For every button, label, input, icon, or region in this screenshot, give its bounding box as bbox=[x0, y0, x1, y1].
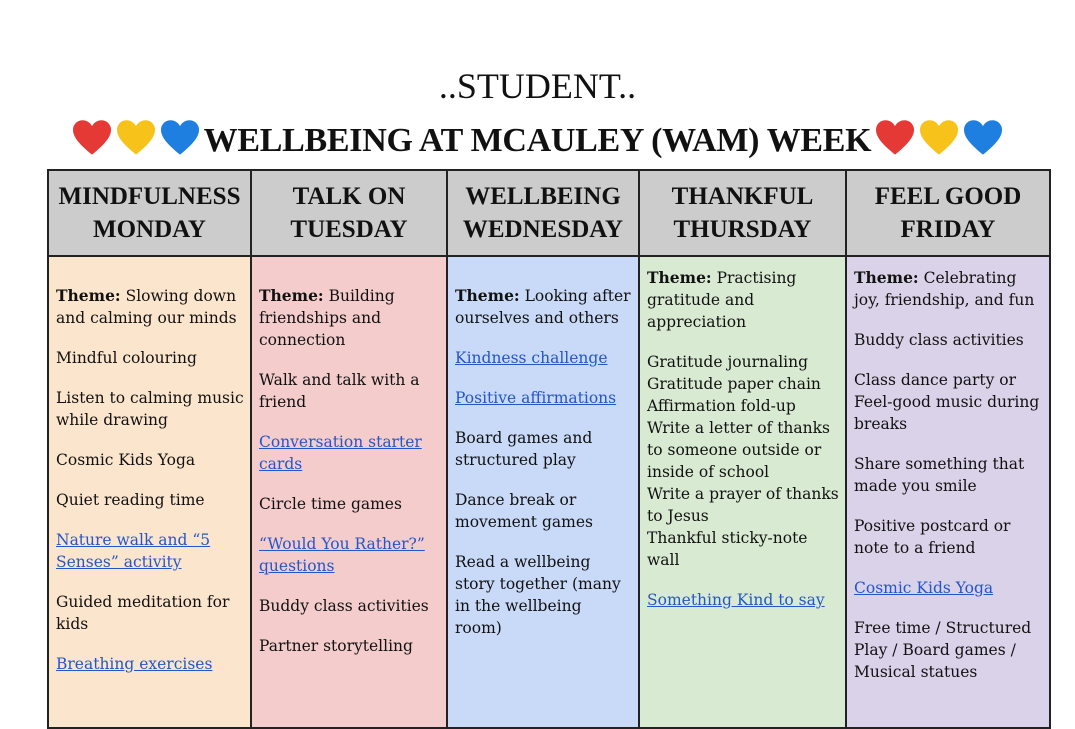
yellow-heart-icon bbox=[920, 119, 958, 157]
nature-walk-link[interactable]: Nature walk and “5 Senses” activity bbox=[56, 531, 211, 571]
red-heart-icon bbox=[876, 119, 914, 157]
activity-item: Gratitude journaling bbox=[647, 353, 809, 371]
theme: Theme: Looking after ourselves and others bbox=[455, 286, 631, 327]
theme: Theme: Slowing down and calming our minds bbox=[56, 286, 237, 327]
activity-item: Cosmic Kids Yoga bbox=[56, 451, 196, 469]
activity-item: Write a letter of thanks to someone outside or inside of school bbox=[647, 419, 830, 481]
activity-item: Affirmation fold-up bbox=[647, 397, 796, 415]
wednesday-cell bbox=[447, 256, 639, 728]
header-row bbox=[48, 170, 1050, 256]
header-tuesday: TALK ON TUESDAY bbox=[251, 170, 447, 256]
header-monday: MINDFULNESS MONDAY bbox=[48, 170, 251, 256]
activities-row bbox=[48, 256, 1050, 728]
activity-item: Free time / Structured Play / Board games / Musical statues bbox=[854, 619, 1032, 681]
activity-item: Board games and structured play bbox=[455, 429, 593, 469]
yellow-heart-icon bbox=[117, 119, 155, 157]
activity-item: Mindful colouring bbox=[56, 349, 197, 367]
page-title: ..STUDENT.. bbox=[438, 66, 637, 106]
blue-heart-icon bbox=[964, 119, 1002, 157]
blue-heart-icon bbox=[161, 119, 199, 157]
cosmic-kids-yoga-link[interactable]: Cosmic Kids Yoga bbox=[854, 579, 994, 597]
activity-item: Thankful sticky-note wall bbox=[647, 529, 808, 569]
activity-item: Read a wellbeing story together (many in the wellbeing room) bbox=[455, 553, 621, 637]
breathing-exercises-link[interactable]: Breathing exercises bbox=[56, 655, 213, 673]
would-you-rather-link[interactable]: “Would You Rather?” questions bbox=[259, 535, 425, 575]
something-kind-link[interactable]: Something Kind to say bbox=[647, 591, 825, 609]
header-friday: FEEL GOOD FRIDAY bbox=[846, 170, 1050, 256]
header-wednesday: WELLBEING WEDNESDAY bbox=[447, 170, 639, 256]
headline-text: WELLBEING AT MCAULEY (WAM) WEEK bbox=[203, 122, 872, 159]
activity-item: Quiet reading time bbox=[56, 491, 205, 509]
theme: Theme: Celebrating joy, friendship, and fun bbox=[854, 268, 1035, 309]
activity-item: Buddy class activities bbox=[259, 597, 429, 615]
activity-item: Walk and talk with a friend bbox=[259, 371, 420, 411]
activity-item: Class dance party or Feel-good music during breaks bbox=[854, 371, 1040, 433]
activity-item: Positive postcard or note to a friend bbox=[854, 517, 1011, 557]
activity-item: Share something that made you smile bbox=[854, 455, 1025, 495]
headline bbox=[0, 116, 1075, 166]
kindness-challenge-link[interactable]: Kindness challenge bbox=[455, 349, 608, 367]
activity-item: Dance break or movement games bbox=[455, 491, 593, 531]
conversation-starter-cards-link[interactable]: Conversation starter cards bbox=[259, 433, 422, 473]
activity-item: Buddy class activities bbox=[854, 331, 1024, 349]
tuesday-cell bbox=[251, 256, 447, 728]
thursday-cell bbox=[639, 256, 846, 728]
activity-item: Write a prayer of thanks to Jesus bbox=[647, 485, 839, 525]
monday-cell bbox=[48, 256, 251, 728]
activity-item: Listen to calming music while drawing bbox=[56, 389, 244, 429]
week-table bbox=[47, 169, 1051, 729]
theme: Theme: Practising gratitude and appreciation bbox=[647, 268, 797, 331]
activity-item: Gratitude paper chain bbox=[647, 375, 821, 393]
activity-item: Partner storytelling bbox=[259, 637, 413, 655]
activity-item: Guided meditation for kids bbox=[56, 593, 230, 633]
activity-item: Circle time games bbox=[259, 495, 402, 513]
red-heart-icon bbox=[73, 119, 111, 157]
header-thursday: THANKFUL THURSDAY bbox=[639, 170, 846, 256]
friday-cell bbox=[846, 256, 1050, 728]
positive-affirmations-link[interactable]: Positive affirmations bbox=[455, 389, 617, 407]
theme: Theme: Building friendships and connection bbox=[259, 286, 395, 349]
